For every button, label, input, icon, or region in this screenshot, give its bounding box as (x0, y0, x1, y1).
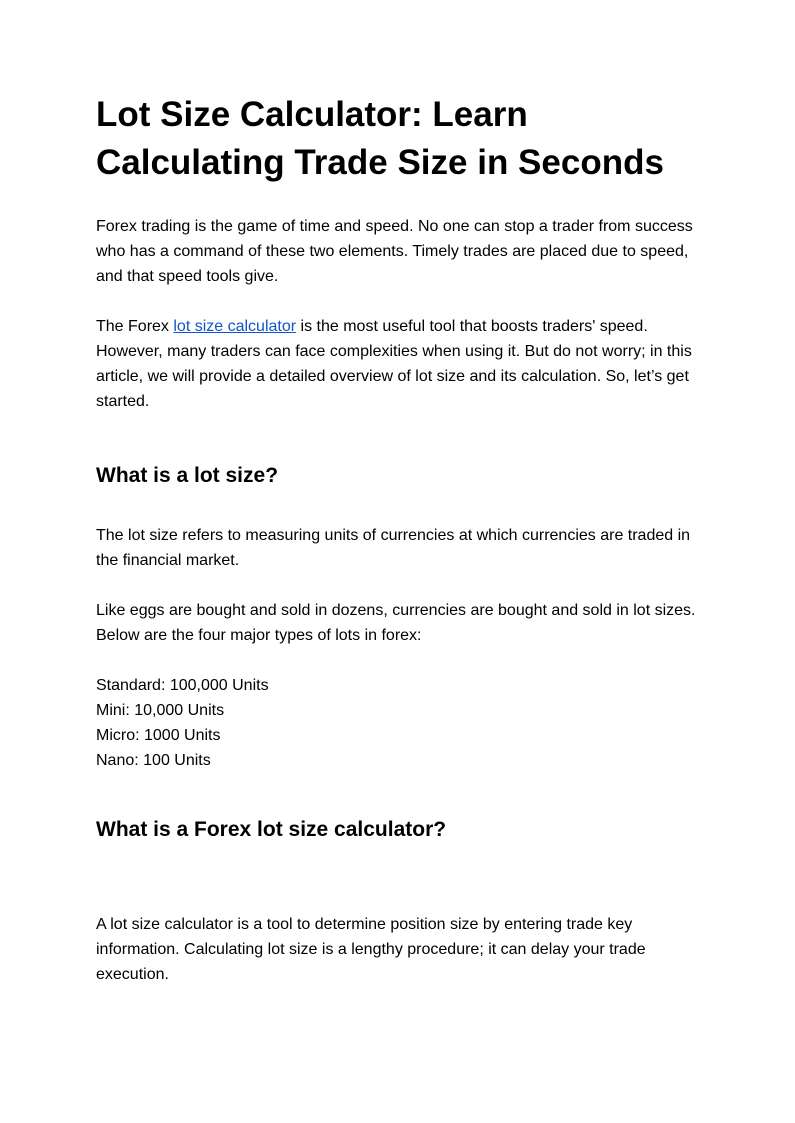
lot-size-calculator-link[interactable]: lot size calculator (173, 318, 297, 335)
lot-type-line-nano: Nano: 100 Units (96, 752, 211, 769)
lot-type-line-standard: Standard: 100,000 Units (96, 677, 269, 694)
lot-type-line-mini: Mini: 10,000 Units (96, 702, 225, 719)
lot-type-line-micro: Micro: 1000 Units (96, 727, 221, 744)
lot-size-paragraph-1: The lot size refers to measuring units of currencies at which currencies are traded in the financial market. (96, 527, 691, 569)
intro-paragraph-2-pre: The Forex (96, 318, 174, 335)
document-title: Lot Size Calculator: Learn Calculating Trade Size in Seconds (96, 95, 664, 182)
lot-types-list (96, 673, 699, 773)
intro-paragraph-1: Forex trading is the game of time and speed. No one can stop a trader from success who has a command of these two elements. Timely trades are placed due to speed, and that speed tools give. (96, 218, 693, 285)
intro-paragraph-2 (96, 314, 699, 414)
heading-what-is-a-forex-lot-size-calculator: What is a Forex lot size calculator? (96, 818, 447, 841)
heading-what-is-a-lot-size: What is a lot size? (96, 464, 279, 487)
intro-paragraph-2-post: is the most useful tool that boosts traders' speed. However, many traders can face complexities when using it. But do not worry; in this article, we will provide a detailed overview of lot size and its calculation. So, let’s get started. (96, 318, 692, 410)
calculator-paragraph-1: A lot size calculator is a tool to determine position size by entering trade key information. Calculating lot size is a lengthy procedure; it can delay your trade execution. (96, 916, 646, 983)
lot-size-paragraph-2: Like eggs are bought and sold in dozens, currencies are bought and sold in lot sizes. Below are the four major types of lots in forex: (96, 602, 696, 644)
